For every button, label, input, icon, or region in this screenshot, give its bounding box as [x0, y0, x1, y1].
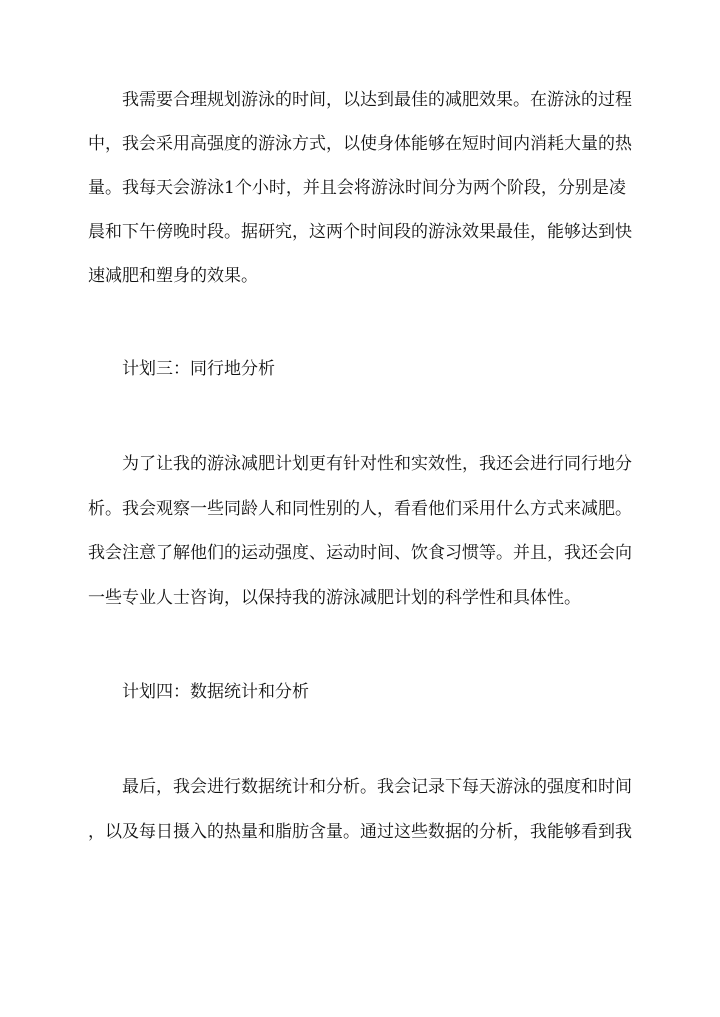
- paragraph-line: 最后，我会进行数据统计和分析。我会记录下每天游泳的强度和时间: [122, 777, 632, 797]
- paragraph-line: 晨和下午傍晚时段。据研究，这两个时间段的游泳效果最佳，能够达到快: [88, 222, 632, 242]
- paragraph-line: 中，我会采用高强度的游泳方式，以使身体能够在短时间内消耗大量的热: [88, 134, 632, 154]
- paragraph-line: 为了让我的游泳减肥计划更有针对性和实效性，我还会进行同行地分: [122, 454, 632, 474]
- paragraph-line: 我会注意了解他们的运动强度、运动时间、饮食习惯等。并且，我还会向: [88, 543, 632, 563]
- section-heading-plan-3: 计划三：同行地分析: [122, 359, 275, 379]
- paragraph-line: 量。我每天会游泳1个小时，并且会将游泳时间分为两个阶段，分别是凌: [88, 178, 626, 198]
- paragraph-line: ，以及每日摄入的热量和脂肪含量。通过这些数据的分析，我能够看到我: [88, 822, 632, 842]
- paragraph-line: 速减肥和塑身的效果。: [88, 266, 258, 286]
- paragraph-line: 我需要合理规划游泳的时间，以达到最佳的减肥效果。在游泳的过程: [122, 90, 632, 110]
- section-heading-plan-4: 计划四：数据统计和分析: [122, 682, 309, 702]
- paragraph-line: 一些专业人士咨询，以保持我的游泳减肥计划的科学性和具体性。: [88, 588, 581, 608]
- paragraph-line: 析。我会观察一些同龄人和同性别的人，看看他们采用什么方式来减肥。: [88, 499, 632, 519]
